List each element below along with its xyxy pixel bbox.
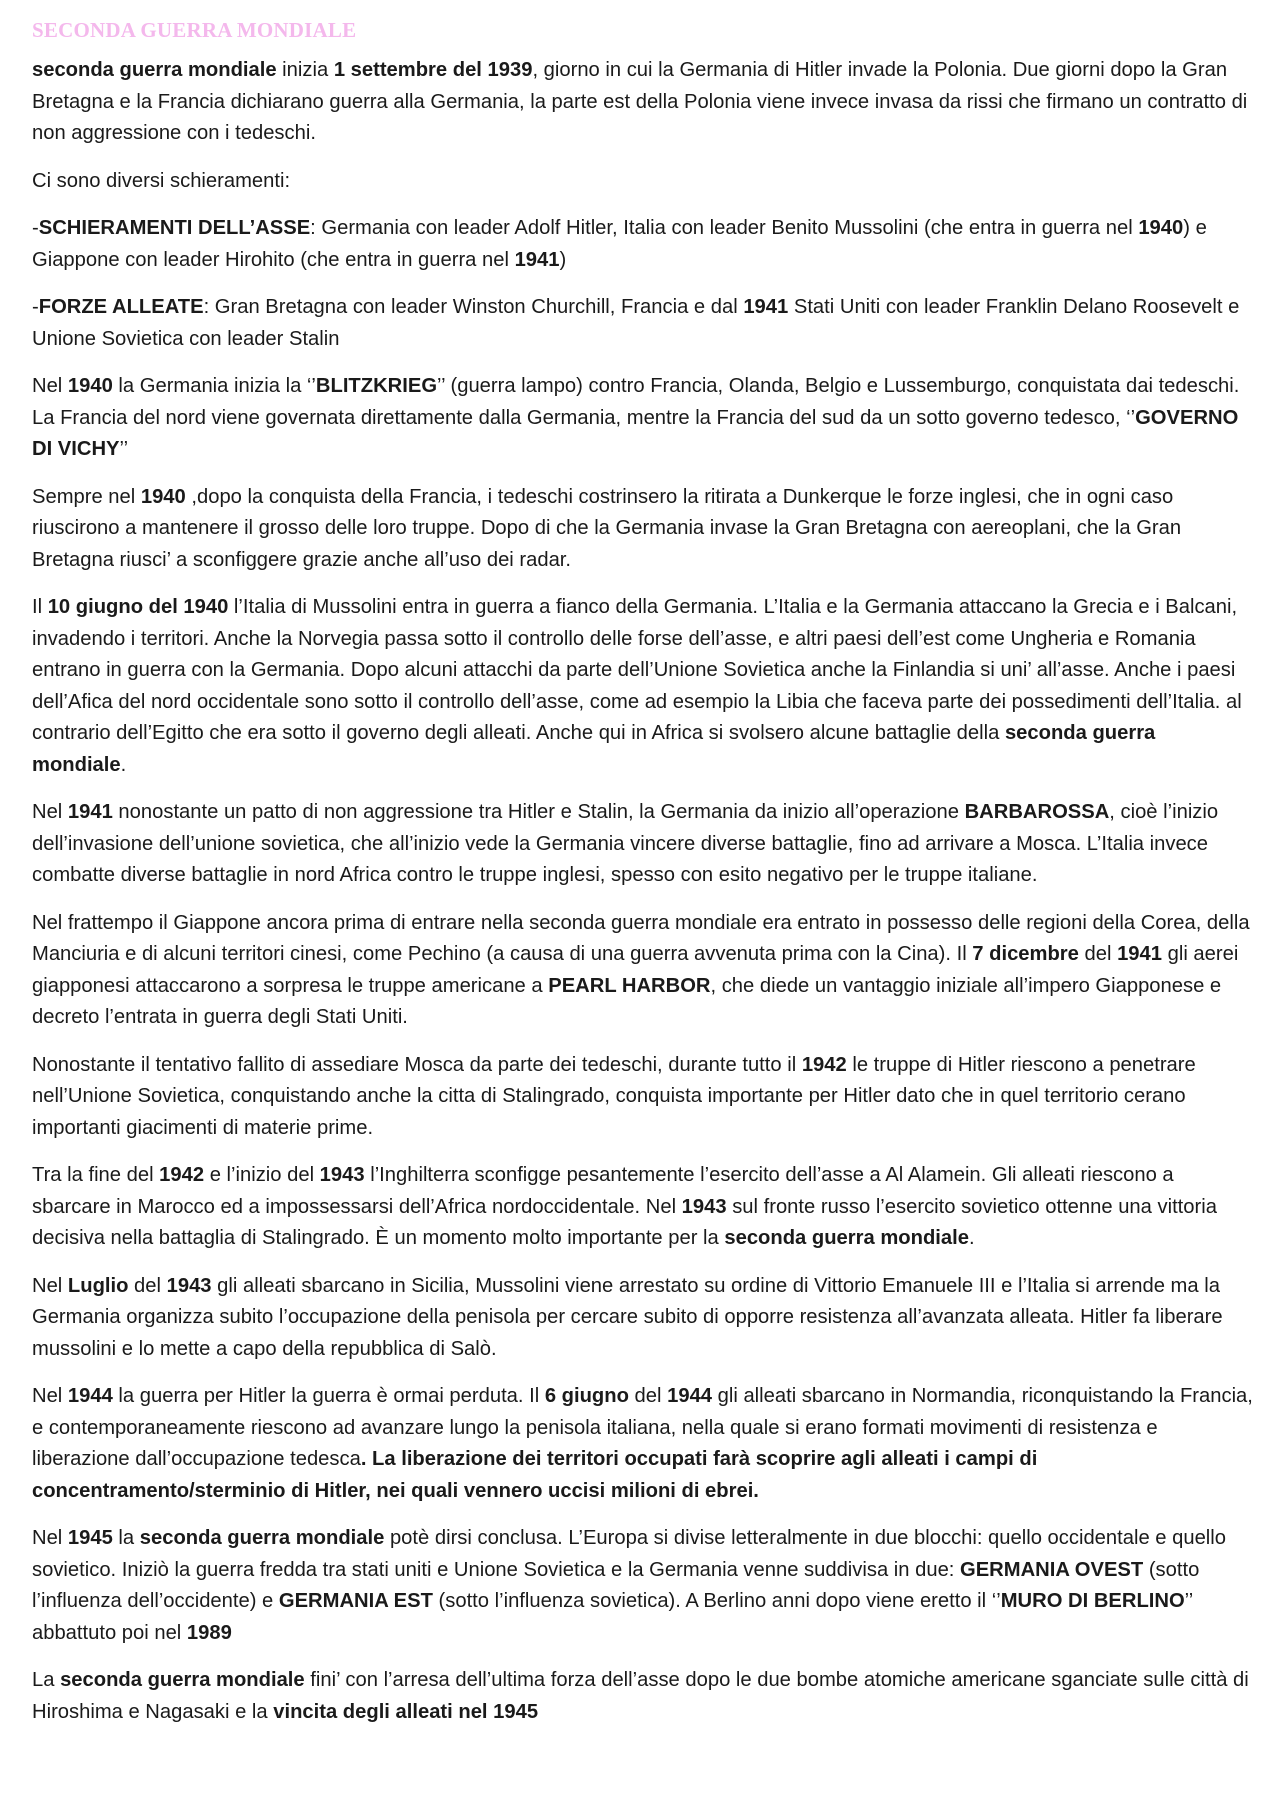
bold-text: PEARL HARBOR [548, 974, 711, 997]
paragraph [32, 371, 1254, 466]
bold-text: 1940 [1138, 217, 1184, 239]
paragraph [32, 797, 1254, 892]
text-run: Stati Uniti con leader Franklin Delano Roosevelt e Unione Sovietica con leader Stalin [32, 296, 1240, 350]
bold-text: MURO DI BERLINO [1000, 1590, 1185, 1612]
text-run: potè dirsi conclusa. L’Europa si divise letteralmente in due blocchi: quello occidentale e quello sovietico. Iniziò la guerra fredda tra stati uniti e Unione Sovietica e la Germania venne suddivisa in due: [32, 1527, 1226, 1581]
bold-text: SCHIERAMENTI DELL’ASSE [38, 217, 311, 239]
bold-text: BLITZKRIEG [315, 375, 438, 397]
text-run: del [628, 1385, 668, 1407]
paragraph [32, 1665, 1254, 1728]
bold-text: . La liberazione dei territori occupati farà scoprire agli alleati i campi di concentramento/sterminio di Hitler, nei quali vennero uccisi milioni di ebrei. [32, 1448, 1038, 1502]
text-run: Sempre nel [32, 485, 141, 508]
bold-text: 1943 [166, 1274, 212, 1297]
document-title: SECONDA GUERRA MONDIALE [32, 18, 357, 42]
paragraph [32, 1271, 1254, 1366]
bold-text: 1943 [681, 1195, 727, 1218]
bold-text: 6 giugno [544, 1385, 629, 1407]
paragraph [32, 213, 1254, 276]
text-run: ’’ [119, 438, 129, 460]
bold-text: GERMANIA OVEST [960, 1558, 1144, 1581]
text-run: Nel [32, 1527, 68, 1549]
text-run: del [1078, 943, 1118, 965]
text-run: la Germania inizia la ‘’ [112, 375, 316, 397]
bold-text: 1942 [801, 1053, 847, 1076]
text-run: (sotto l’influenza dell’occidente) e [32, 1558, 1200, 1612]
bold-text: seconda guerra mondiale [724, 1227, 969, 1249]
text-run: ) e Giappone con leader Hirohito (che entra in guerra nel [32, 217, 1207, 271]
text-run: ’’ abbattuto poi nel [32, 1590, 1193, 1644]
paragraph [32, 482, 1254, 577]
paragraph [32, 592, 1254, 781]
text-run: , giorno in cui la Germania di Hitler invade la Polonia. Due giorni dopo la Gran Bretagna e la Francia dichiarano guerra alla Germania, la parte est della Polonia viene invece invasa da rissi che firmano un contratto di non aggressione con i tedeschi. [32, 59, 1248, 144]
text-run: (sotto l’influenza sovietica). A Berlino anni dopo viene eretto il ‘’ [432, 1590, 1001, 1612]
text-run: . [120, 753, 127, 776]
bold-text: 1942 [159, 1164, 205, 1186]
text-run: Il [32, 596, 48, 618]
bold-text: 1943 [319, 1164, 365, 1186]
text-run: la guerra per Hitler la guerra è ormai perduta. Il [112, 1385, 545, 1407]
paragraph [32, 166, 1254, 198]
bold-text: vincita degli alleati nel 1945 [273, 1700, 539, 1723]
text-run: fini’ con l’arresa dell’ultima forza dell’asse dopo le due bombe atomiche americane sganciate sulle città di Hiroshima e Nagasaki e la [32, 1669, 1249, 1723]
text-run: Nel [32, 1274, 68, 1297]
text-run: , che diede un vantaggio iniziale all’impero Giapponese e decreto l’entrata in guerra degli Stati Uniti. [32, 974, 1222, 1028]
text-run: Nel [32, 801, 68, 823]
text-run: l’Italia di Mussolini entra in guerra a fianco della Germania. L’Italia e la Germania attaccano la Grecia e i Balcani, invadendo i territori. Anche la Norvegia passa sotto il controllo delle forse dell’asse, e altri paesi dell’est come Ungheria e Romania entrano in guerra con la Germania. Dopo alcuni attacchi da parte dell’Unione Sovietica anche la Finlandia si uni’ all’asse. Anche i paesi dell’Afica del nord occidentale sono sotto il controllo dell’asse, come ad esempio la Libia che faceva parte dei possedimenti dell’Italia. al contrario dell’Egitto che era sotto il governo degli alleati. Anche qui in Africa si svolsero alcune battaglie della [32, 596, 1242, 744]
bold-text: GOVERNO DI VICHY [32, 406, 1239, 460]
text-run: sul fronte russo l’esercito sovietico ottenne una vittoria decisiva nella battaglia di Stalingrado. È un momento molto importante per la [32, 1195, 1217, 1249]
bold-text: 10 giugno del 1940 [47, 596, 229, 618]
text-run: gli alleati sbarcano in Normandia, riconquistando la Francia, e contemporaneamente riescono ad avanzare lungo la penisola italiana, nella quale si erano formati movimenti di resistenza e liberazione dall’occupazione tedesca [32, 1385, 1253, 1470]
bold-text: 1 settembre del 1939 [333, 59, 533, 81]
bold-text: FORZE ALLEATE [38, 296, 204, 318]
text-run: ,dopo la conquista della Francia, i tedeschi costrinsero la ritirata a Dunkerque le forze inglesi, che in ogni caso riuscirono a mantenere il grosso delle loro truppe. Dopo di che la Germania invase la Gran Bretagna con aereoplani, che la Gran Bretagna riusci’ a sconfiggere grazie anche all’uso dei radar. [32, 485, 1182, 571]
bold-text: seconda guerra mondiale [32, 722, 1156, 776]
bold-text: 1941 [67, 801, 113, 823]
bold-text: BARBAROSSA [964, 801, 1110, 823]
text-run: - [32, 296, 39, 318]
text-run: : Gran Bretagna con leader Winston Churchill, Francia e dal [203, 296, 744, 318]
text-run: : Germania con leader Adolf Hitler, Italia con leader Benito Mussolini (che entra in guerra nel [310, 217, 1139, 239]
bold-text: 1989 [186, 1621, 232, 1644]
bold-text: seconda guerra mondiale [32, 59, 277, 81]
bold-text: GERMANIA EST [278, 1590, 433, 1612]
text-run: inizia [276, 59, 334, 81]
bold-text: 7 dicembre [972, 943, 1079, 965]
bold-text: 1941 [743, 296, 789, 318]
bold-text: 1941 [514, 248, 560, 271]
paragraph [32, 292, 1254, 355]
paragraph [32, 55, 1254, 150]
text-run: Nel [32, 1385, 68, 1407]
bold-text: seconda guerra mondiale [60, 1669, 305, 1691]
bold-text: 1945 [67, 1527, 113, 1549]
bold-text: 1940 [67, 375, 113, 397]
bold-text: Luglio [67, 1274, 129, 1297]
text-run: Nel frattempo il Giappone ancora prima di entrare nella seconda guerra mondiale era entrato in possesso delle regioni della Corea, della Manciuria e di alcuni territori cinesi, come Pechino (a causa di una guerra avvenuta prima con la Cina). Il [32, 911, 1250, 965]
bold-text: seconda guerra mondiale [139, 1527, 385, 1549]
paragraph [32, 1381, 1254, 1507]
bold-text: 1944 [67, 1385, 113, 1407]
paragraph [32, 1050, 1254, 1145]
text-run: la [112, 1527, 140, 1549]
text-run: . [968, 1227, 975, 1249]
text-run: le truppe di Hitler riescono a penetrare nell’Unione Sovietica, conquistando anche la citta di Stalingrado, conquista importante per Hitler dato che in quel territorio cerano importanti giacimenti di materie prime. [32, 1053, 1196, 1139]
text-run: e l’inizio del [204, 1164, 320, 1186]
text-run: l’Inghilterra sconfigge pesantemente l’esercito dell’asse a Al Alamein. Gli alleati riescono a sbarcare in Marocco ed a impossessarsi dell’Africa nordoccidentale. Nel [32, 1164, 1174, 1218]
paragraph [32, 1523, 1254, 1649]
text-run: gli alleati sbarcano in Sicilia, Mussolini viene arrestato su ordine di Vittorio Emanuele III e l’Italia si arrende ma la Germania organizza subito l’occupazione della penisola per cercare subito di opporre resistenza all’avanzata alleata. Hitler fa liberare mussolini e lo mette a capo della repubblica di Salò. [32, 1274, 1223, 1360]
text-run: ’’ (guerra lampo) contro Francia, Olanda, Belgio e Lussemburgo, conquistata dai tedeschi. La Francia del nord viene governata direttamente dalla Germania, mentre la Francia del sud da un sotto governo tedesco, ‘’ [32, 375, 1240, 429]
bold-text: 1940 [140, 485, 186, 508]
text-run: del [128, 1274, 167, 1297]
text-run: , cioè l’inizio dell’invasione dell’unione sovietica, che all’inizio vede la Germania vincere diverse battaglie, fino ad arrivare a Mosca. L’Italia invece combatte diverse battaglie in nord Africa contro le truppe inglesi, spesso con esito negativo per le truppe italiane. [32, 801, 1219, 886]
text-run: La [32, 1669, 61, 1691]
text-run: gli aerei giapponesi attaccarono a sorpresa le truppe americane a [32, 943, 1239, 997]
text-run: Nonostante il tentativo fallito di assediare Mosca da parte dei tedeschi, durante tutto il [32, 1053, 802, 1076]
document-body [32, 55, 1254, 1728]
bold-text: 1941 [1117, 943, 1162, 965]
paragraph [32, 908, 1254, 1034]
text-run: Tra la fine del [32, 1164, 160, 1186]
bold-text: 1944 [667, 1385, 713, 1407]
text-run: nonostante un patto di non aggressione tra Hitler e Stalin, la Germania da inizio all’operazione [112, 801, 965, 823]
text-run: Nel [32, 375, 68, 397]
paragraph [32, 1160, 1254, 1255]
text-run: Ci sono diversi schieramenti: [32, 169, 291, 192]
text-run: ) [559, 248, 567, 271]
text-run: - [32, 217, 39, 239]
